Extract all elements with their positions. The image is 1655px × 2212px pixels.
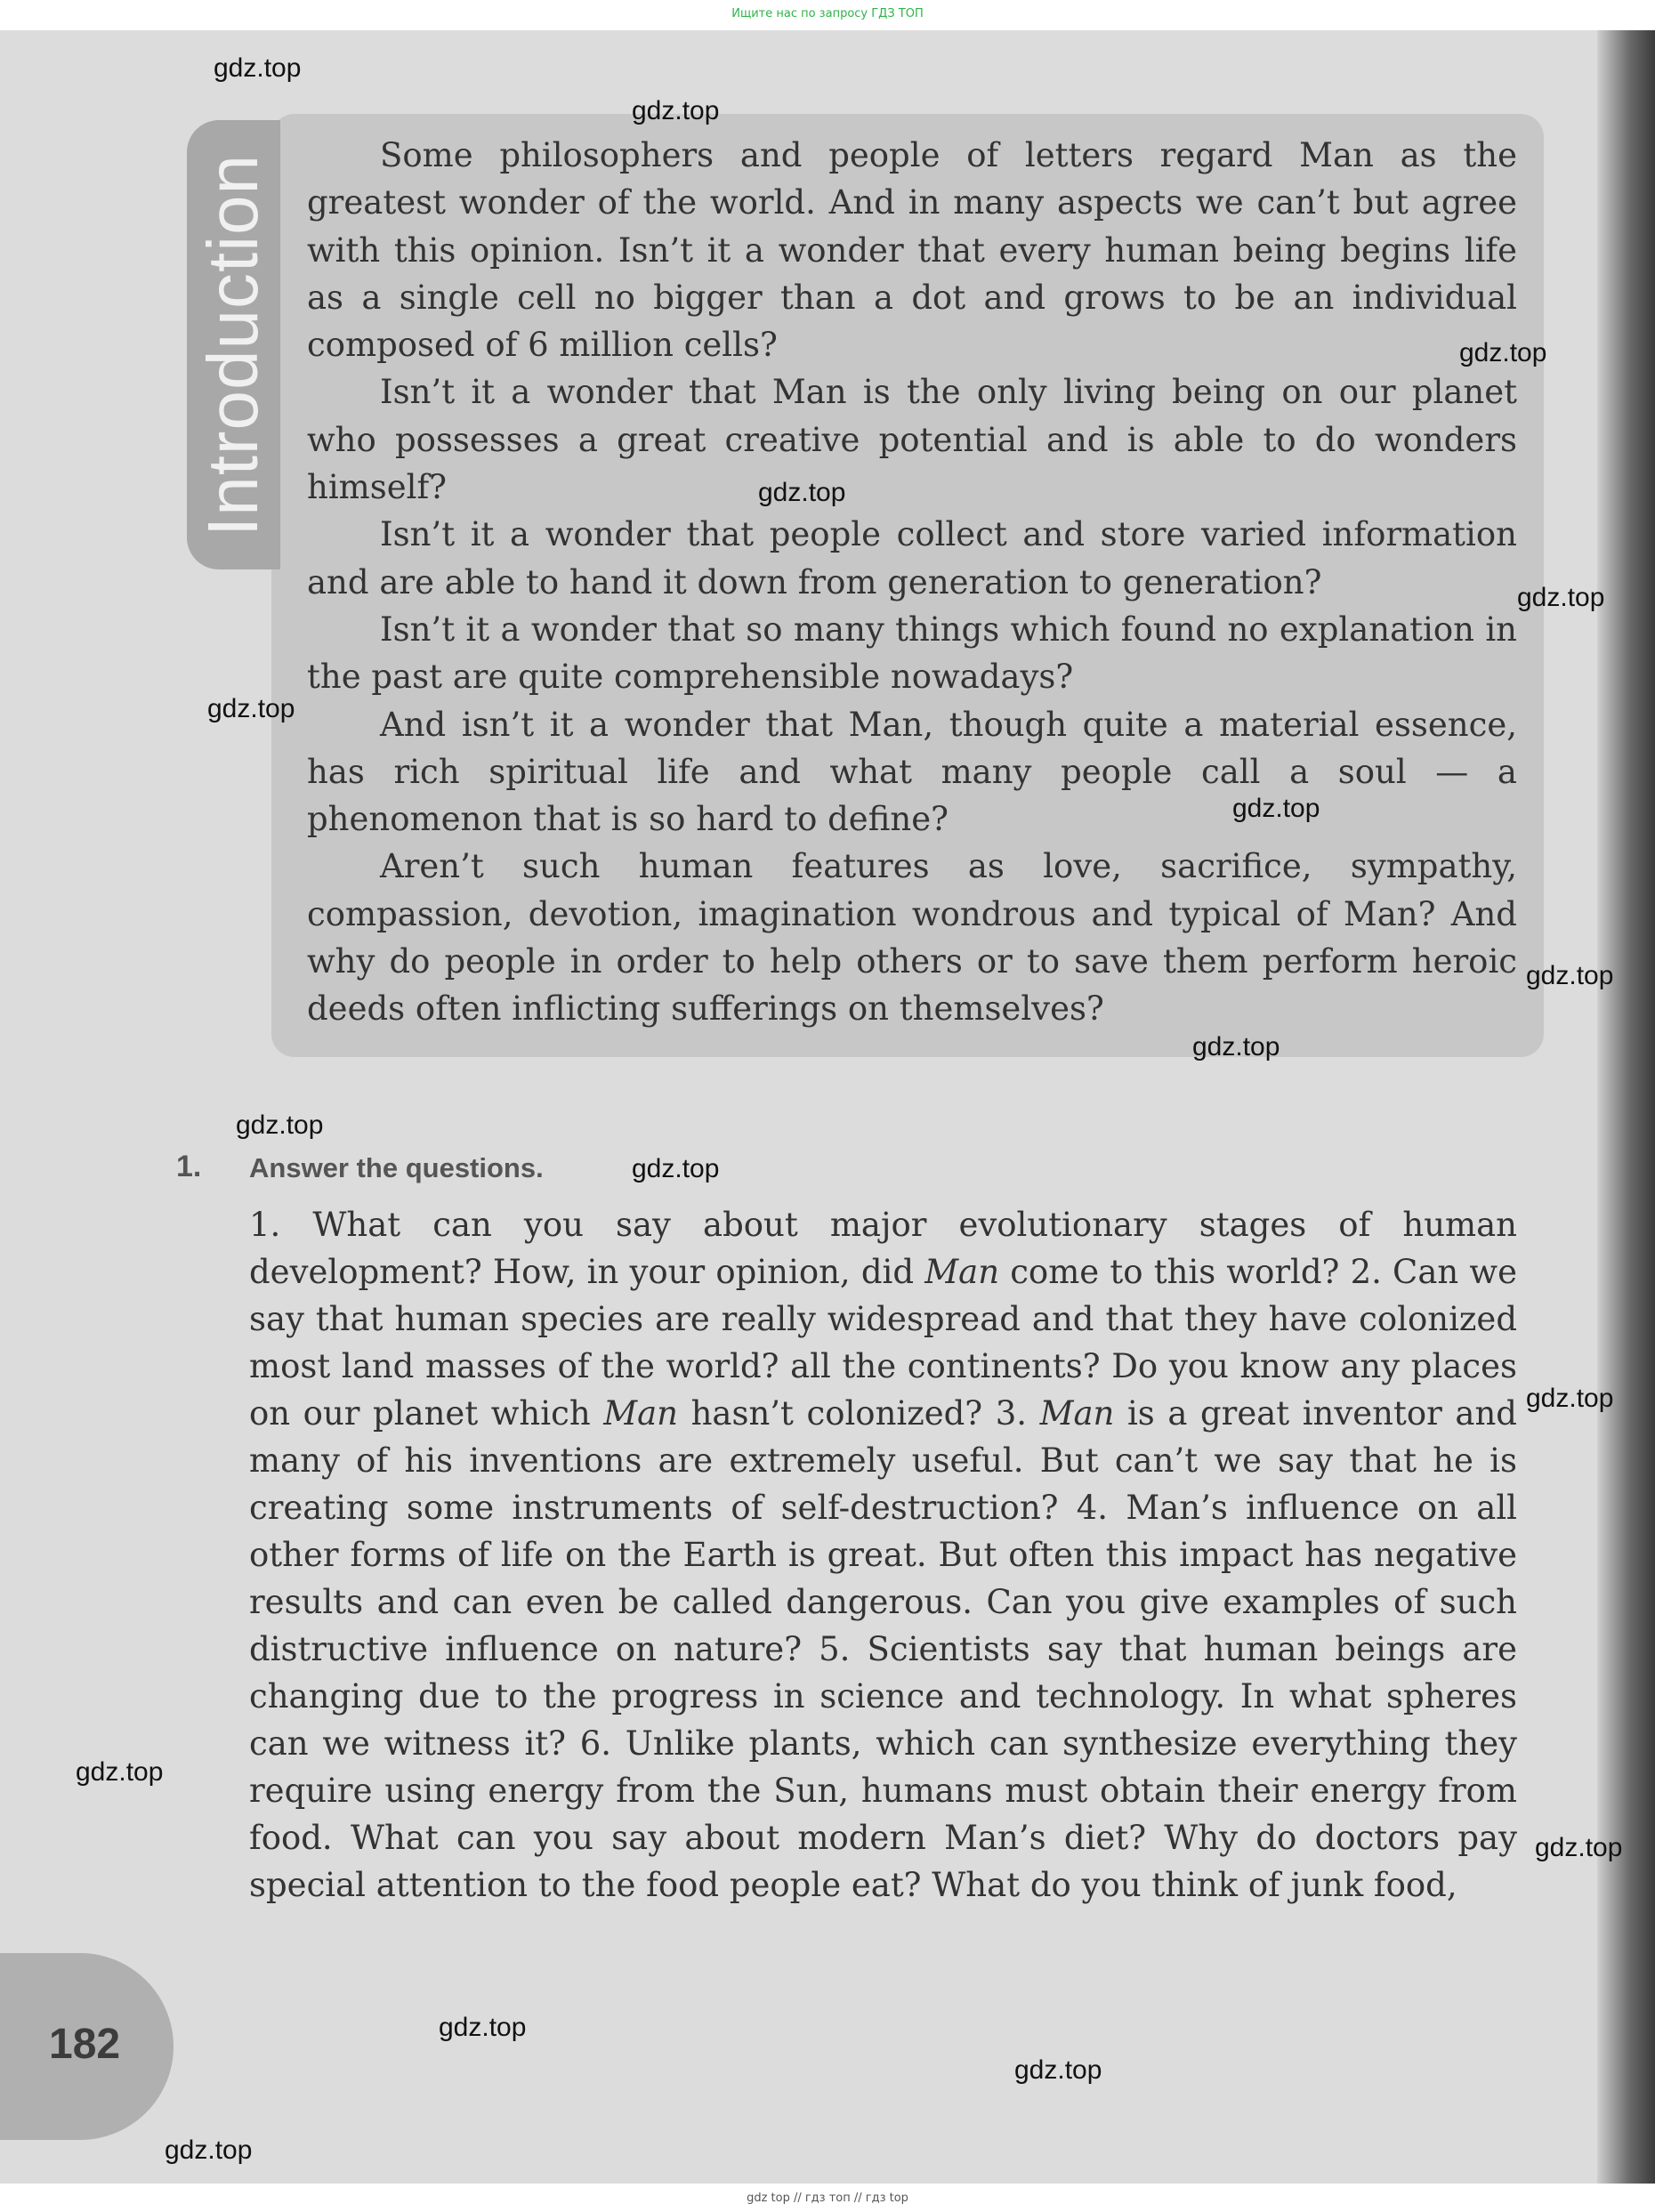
intro-paragraph-4: Isn’t it a wonder that so many things which found no explanation in the past are quite comprehensible nowadays? bbox=[307, 610, 1517, 697]
watermark: gdz.top bbox=[1232, 794, 1320, 823]
watermark: gdz.top bbox=[632, 96, 720, 125]
intro-text bbox=[307, 132, 1517, 1033]
exercise-text-part: is a great inventor and many of his inventions are extremely useful. But can’t we say that he is creating some instruments of self-destruction? 4. Man’s influence on all other forms of life on the Earth is great. But often this impact has negative results and can even be called dangerous. Can you give examples of such distructive influence on nature? 5. Scientists say that human beings are changing due to the progress in science and technology. In what spheres can we witness it? 6. Unlike plants, which can synthesize everything they require using energy from the Sun, humans must obtain their energy from food. What can you say about modern Man’s diet? Why do doctors pay special attention to the food people eat? What do you think of junk food, bbox=[249, 1394, 1517, 1904]
watermark: gdz.top bbox=[1192, 1032, 1280, 1062]
watermark: gdz.top bbox=[758, 478, 846, 507]
exercise-text bbox=[249, 1201, 1517, 1909]
intro-paragraph-1: Some philosophers and people of letters regard Man as the greatest wonder of the world. And in many aspects we can’t but agree with this opinion. Isn’t it a wonder that every human being begins life as a single cell no bigger than a dot and grows to be an individual composed of 6 million cells? bbox=[307, 136, 1517, 365]
watermark: gdz.top bbox=[236, 1110, 324, 1140]
intro-paragraph-5: And isn’t it a wonder that Man, though quite a material essence, has rich spiritual life and what many people call a soul — a phenomenon that is so hard to define? bbox=[307, 705, 1517, 839]
watermark: gdz.top bbox=[1535, 1833, 1623, 1862]
intro-title-text: Introduction bbox=[193, 153, 273, 537]
watermark: gdz.top bbox=[1517, 583, 1605, 612]
intro-paragraph-6: Aren’t such human features as love, sacrifice, sympathy, compassion, devotion, imagination wondrous and typical of Man? And why do people in order to help others or to save them perform heroic deeds often inflicting sufferings on themselves? bbox=[307, 847, 1517, 1029]
watermark: gdz.top bbox=[1526, 1384, 1614, 1413]
watermark: gdz.top bbox=[439, 2013, 527, 2042]
intro-paragraph-2: Isn’t it a wonder that Man is the only living being on our planet who possesses a great creative potential and is able to do wonders himself? bbox=[307, 373, 1517, 507]
watermark: gdz.top bbox=[207, 694, 295, 723]
top-banner: Ищите нас по запросу ГДЗ ТОП bbox=[731, 7, 924, 20]
exercise-text-italic: Man bbox=[603, 1394, 678, 1433]
watermark: gdz.top bbox=[165, 2135, 253, 2165]
intro-title bbox=[187, 120, 280, 569]
page-number: 182 bbox=[49, 2021, 121, 2068]
watermark: gdz.top bbox=[632, 1154, 720, 1183]
exercise-number: 1. bbox=[176, 1150, 202, 1183]
intro-paragraph-3: Isn’t it a wonder that people collect and store varied information and are able to hand it down from generation to generation? bbox=[307, 515, 1517, 601]
exercise-text-part: come to this world? 2. Can we say that human species are really widespread and that they have colonized most land masses of the world? all the continents? Do you know any places on our planet which bbox=[249, 1253, 1517, 1433]
exercise-text-italic: Man bbox=[924, 1253, 1000, 1291]
watermark: gdz.top bbox=[1526, 961, 1614, 990]
exercise-title: Answer the questions. bbox=[249, 1152, 544, 1183]
watermark: gdz.top bbox=[214, 53, 302, 83]
exercise-text-italic: Man bbox=[1039, 1394, 1115, 1433]
exercise-text-part: hasn’t colonized? 3. bbox=[678, 1394, 1040, 1433]
watermark: gdz.top bbox=[76, 1757, 164, 1787]
watermark: gdz.top bbox=[1014, 2055, 1102, 2085]
exercise-text-part: 1. What can you say about major evolutionary stages of human development? How, in your opinion, did bbox=[249, 1206, 1517, 1291]
footer: gdz top // гдз топ // гдз top bbox=[747, 2192, 908, 2205]
watermark: gdz.top bbox=[1459, 338, 1547, 367]
